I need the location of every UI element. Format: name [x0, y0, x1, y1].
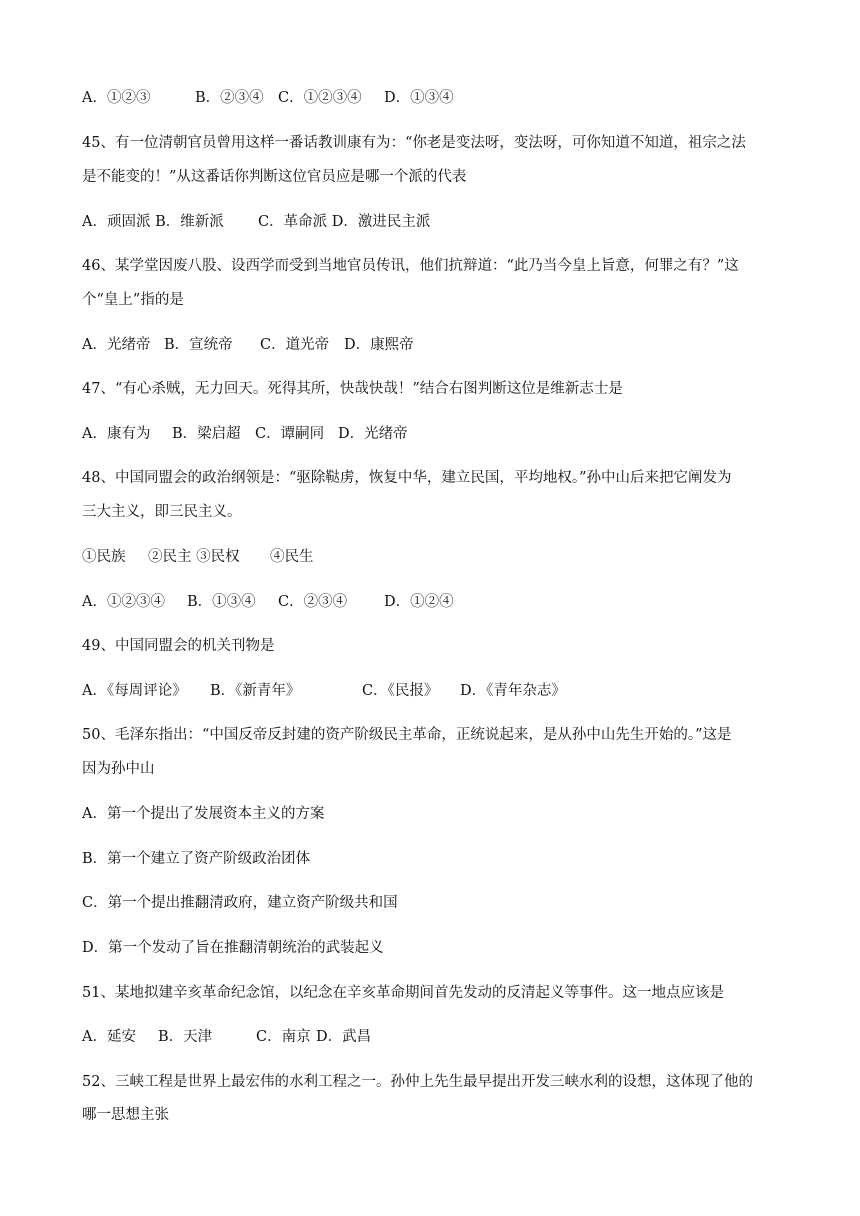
q52-stem-line2: 哪一思想主张: [82, 1107, 169, 1123]
q45-option-cd: C．革命派 D．激进民主派: [258, 214, 431, 230]
q44-option-c: C．①②③④: [278, 90, 362, 106]
q48-option-b: B．①③④: [187, 594, 256, 610]
q47-option-b: B．梁启超: [172, 426, 241, 442]
q44-option-b: B．②③④: [195, 90, 264, 106]
q48-item-1: ①民族: [82, 549, 126, 565]
q47-stem-line1: 47、“有心杀贼，无力回天。死得其所，快哉快哉！”结合右图判断这位是维新志士是: [82, 381, 623, 397]
q48-option-a: A．①②③④: [82, 594, 165, 610]
q48-option-c: C．②③④: [278, 594, 348, 610]
q46-option-b: B．宣统帝: [164, 337, 233, 353]
q49-option-a: A．《每周评论》: [82, 683, 187, 699]
q49-option-d: D．《青年杂志》: [460, 683, 566, 699]
q48-option-d: D．①②④: [384, 594, 454, 610]
q50-stem-line1: 50、毛泽东指出：“中国反帝反封建的资产阶级民主革命，正统说起来，是从孙中山先生开始的。”这是: [82, 727, 732, 743]
q50-option-b: B．第一个建立了资产阶级政治团体: [82, 851, 311, 867]
q52-stem-line1: 52、三峡工程是世界上最宏伟的水利工程之一。孙仲上先生最早提出开发三峡水利的设想，这体现了他的: [82, 1074, 753, 1090]
q50-option-d: D．第一个发动了旨在推翻清朝统治的武装起义: [82, 940, 384, 956]
q46-option-c: C．道光帝: [260, 337, 330, 353]
q46-stem-line1: 46、某学堂因废八股、设西学而受到当地官员传讯，他们抗辩道：“此乃当今皇上旨意，何罪之有？”这: [82, 258, 739, 274]
q48-stem-line1: 48、中国同盟会的政治纲领是：“驱除鞑虏，恢复中华，建立民国，平均地权。”孙中山后来把它阐发为: [82, 470, 732, 486]
q51-option-c: C．南京: [256, 1029, 311, 1045]
q48-item-2-3: ②民主 ③民权: [148, 549, 240, 565]
q46-stem-line2: 个“皇上”指的是: [82, 292, 184, 308]
q51-option-a: A．延安: [82, 1029, 136, 1045]
q49-stem-line1: 49、中国同盟会的机关刊物是: [82, 638, 275, 654]
q50-stem-line2: 因为孙中山: [82, 761, 155, 777]
q50-option-c: C．第一个提出推翻清政府，建立资产阶级共和国: [82, 895, 398, 911]
q48-stem-line2: 三大主义，即三民主义。: [82, 504, 242, 520]
q48-item-4: ④民生: [270, 549, 314, 565]
q46-option-a: A．光绪帝: [82, 337, 151, 353]
q51-stem-line1: 51、某地拟建辛亥革命纪念馆，以纪念在辛亥革命期间首先发动的反清起义等事件。这一地点应该是: [82, 985, 724, 1001]
q45-option-ab: A．顽固派 B．维新派: [82, 214, 224, 230]
q51-option-d: D．武昌: [316, 1029, 372, 1045]
q45-stem-line1: 45、有一位清朝官员曾用这样一番话教训康有为：“你老是变法呀，变法呀，可你知道不知道，祖宗之法: [82, 135, 746, 151]
q50-option-a: A．第一个提出了发展资本主义的方案: [82, 806, 325, 822]
q45-stem-line2: 是不能变的！”从这番话你判断这位官员应是哪一个派的代表: [82, 169, 467, 185]
q47-option-c: C．谭嗣同: [255, 426, 325, 442]
q51-option-b: B．天津: [158, 1029, 213, 1045]
q46-option-d: D．康熙帝: [344, 337, 414, 353]
q49-option-b: B．《新青年》: [210, 683, 301, 699]
q49-option-c: C．《民报》: [362, 683, 439, 699]
q44-option-a: A．①②③: [82, 90, 151, 106]
q47-option-d: D．光绪帝: [338, 426, 408, 442]
q44-option-d: D．①③④: [384, 90, 454, 106]
q47-option-a: A．康有为: [82, 426, 151, 442]
